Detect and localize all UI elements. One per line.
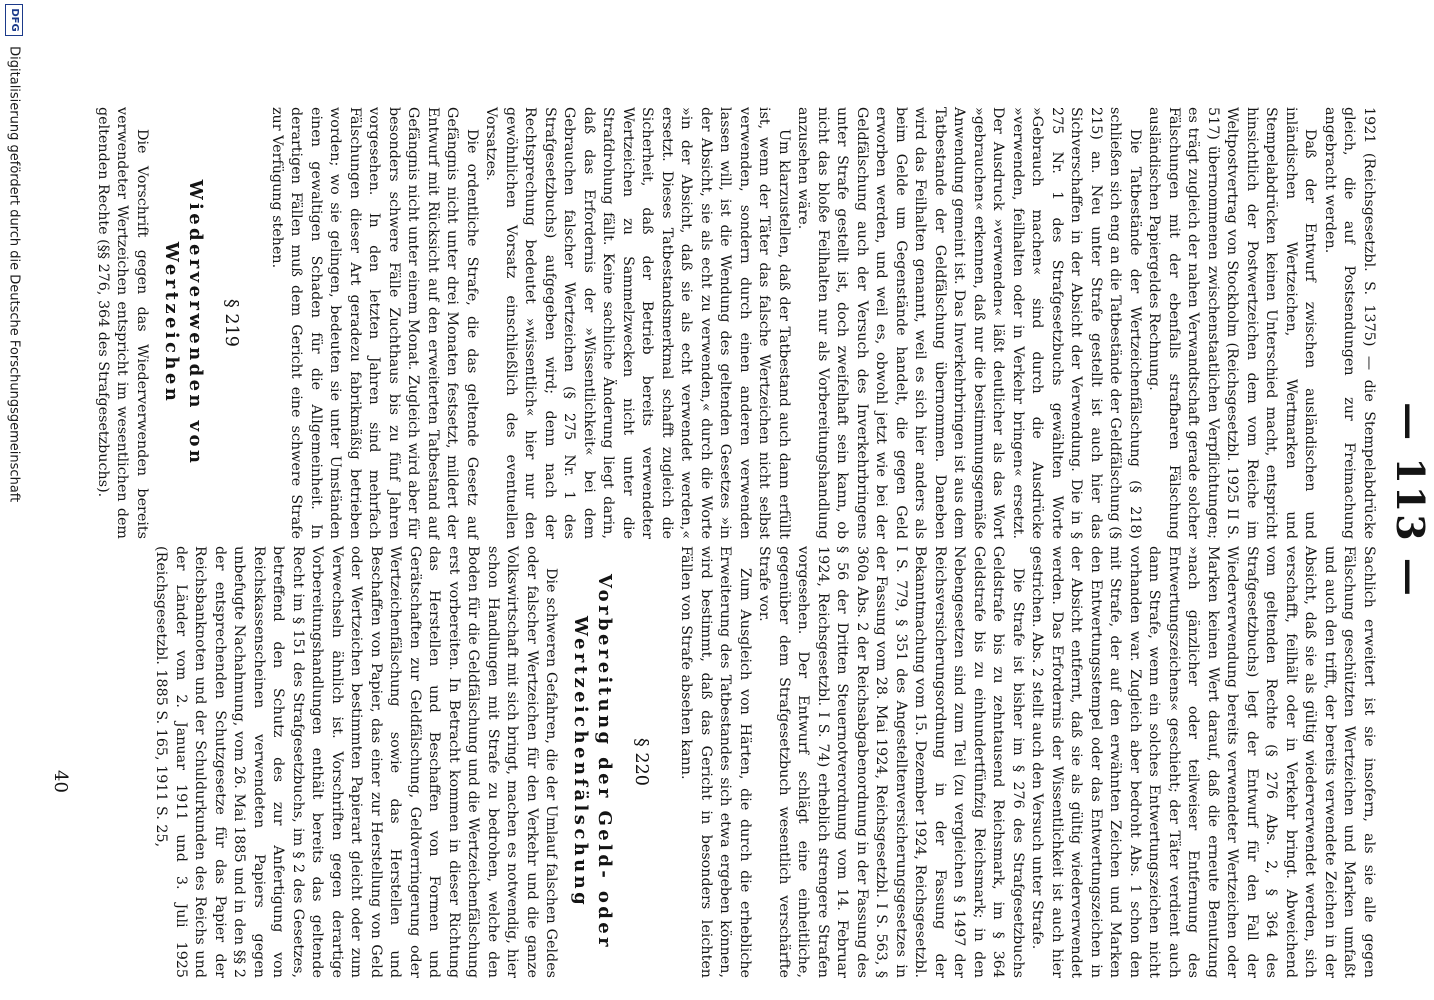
paragraph: Die schweren Gefahren, die der Umlauf falschen Geldes oder falscher Wertzeichen für den Verkehr und die ganze Volkswirtschaft mit sich bringt, machen es notwendig, hier schon Handlungen mit Strafe zu bedrohen, welche den Boden für die Geldfälschung und die Wertzeichenfälschung erst vorbereiten. In Betracht kommen in dieser Richtung das Herstellen und Beschaffen von Formen und Gerätschaften zur Geldfälschung, Geldverringerung oder Wertzeichenfälschung sowie das Herstellen und Beschaffen von Papier, das einer zur Herstellung von Geld oder Wertzeichen bestimmten Papierart gleicht oder zum Verwechseln ähnlich ist. Vorschriften gegen derartige Vorbereitungshandlungen enthält bereits das geltende Recht im § 151 des Strafgesetzbuchs, im § 2 des Gesetzes, betreffend den Schutz des zur Anfertigung von Reichskassenscheinen verwendeten Papiers gegen unbefugte Nachahmung, vom 26. Mai 1885 und in den §§ 2 der entsprechenden Schutzgesetze für das Papier der Reichsbanknoten und der Schuldurkunden des Reichs und der Länder vom 2. Januar 1911 und 3. Juli 1925 (Reichsgesetzbl. 1885 S. 165, 1911 S. 25,	[153, 546, 560, 978]
paragraph: Die ordentliche Strafe, die das geltende Gesetz auf Gefängnis nicht unter drei Monaten festsetzt, mildert der Entwurf mit Rücksicht auf den erweiterten Tatbestand auf Gefängnis nicht unter einem Monat. Zugleich wird aber für besonders schwere Fälle Zuchthaus bis zu fünf Jahren vorgesehen. In den letzten Jahren sind mehrfach Fälschungen dieser Art geradezu fabrikmäßig betrieben worden; wo sie gelingen, bedeuten sie unter Umständen einen gewaltigen Schaden für die Allgemeinheit. In derartigen Fällen muß dem Gericht eine schwere Strafe zur Verfügung stehen.	[269, 107, 480, 539]
paragraph: Die Vorschrift gegen das Wiederverwenden bereits verwendeter Wertzeichen entspricht im wesentlichen dem geltenden Rechte (§§ 276, 364 des Strafgesetzbuchs).	[95, 107, 150, 539]
section-title: Vorbereitung der Geld- oder Wertzeichenfälschung	[570, 573, 616, 951]
paragraph: Um klarzustellen, daß der Tatbestand auch dann erfüllt ist, wenn der Täter das falsche Wertzeichen nicht selbst verwenden, sondern durch einen anderen verwenden lassen will, ist die Wendung des geltenden Gesetzes »in der Absicht, sie als echt zu verwenden,« durch die Worte »in der Absicht, daß sie als echt verwendet werden,« ersetzt. Dieses Tatbestandsmerkmal schafft zugleich die Sicherheit, daß der Betrieb bereits verwendeter Wertzeichen zu Sammelzwecken nicht unter die Strafdrohung fällt. Keine sachliche Änderung liegt darin, daß das Erfordernis der »Wissentlichkeit« bei dem Gebrauchen falscher Wertzeichen (§ 275 Nr. 1 des Strafgesetzbuchs) aufgegeben wird; denn nach der Rechtsprechung bedeutet »wissentlich« hier nur den gewöhnlichen Vorsatz einschließlich des eventuellen Vorsatzes.	[483, 107, 792, 539]
page-header	[1373, 0, 1433, 1000]
right-column	[151, 546, 1378, 978]
dfg-logo-icon: DFG	[5, 4, 23, 36]
footer-text: Digitalisierung gefördert durch die Deutsche Forschungsgemeinschaft	[6, 46, 22, 503]
section-title: Wiederverwenden von Wertzeichen	[161, 179, 206, 467]
section-number: § 219	[221, 299, 242, 347]
paragraph: Sachlich erweitert ist sie insofern, als sie alle gegen Fälschung geschützten Wertzeichen und Marken umfaßt und auch den trifft, der bereits verwendete Zeichen in der Absicht, daß sie als gültig wiederverwendet werden, sich verschafft, feilhält oder in Verkehr bringt. Abweichend vom geltenden Rechte (§ 276 Abs. 2, § 364 des Strafgesetzbuchs) legt der Entwurf für den Fall der Wiederverwendung bereits verwendeter Wertzeichen oder Marken keinen Wert darauf, daß die erneute Benutzung »nach gänzlicher oder teilweiser Entfernung des Entwertungszeichens« geschieht; der Täter verdient auch dann Strafe, wenn ein solches Entwertungszeichen nicht vorhanden war. Zugleich aber bedroht Abs. 1 schon den mit Strafe, der auf den erwähnten Zeichen und Marken den Entwertungsstempel oder das Entwertungszeichen in der Absicht entfernt, daß sie als gültig wiederverwendet werden. Das Erfordernis der Wissentlichkeit ist auch hier gestrichen. Abs. 2 stellt auch den Versuch unter Strafe.	[1029, 546, 1377, 978]
page-number: — 113 —	[1388, 402, 1433, 598]
paragraph: 1921 (Reichsgesetzbl. S. 1375) — die Stempelabdrücke gleich, die auf Postsendungen zur Freimachung angebracht werden.	[1322, 107, 1377, 539]
digitization-footer	[1, 0, 23, 1000]
paragraph: Daß der Entwurf zwischen ausländischen und inländischen Wertzeichen, Wertmarken und Stempelabdrücken keinen Unterschied macht, entspricht hinsichtlich der Postwertzeichen dem vom Reiche im Weltpostvertrag von Stockholm (Reichsgesetzbl. 1925 II S. 517) übernommenen zwischenstaatlichen Verpflichtungen; es trägt zugleich der nahen Verwandtschaft gerade solcher Fälschungen mit der ebenfalls strafbaren Fälschung ausländischen Papiergeldes Rechnung.	[1146, 107, 1319, 539]
left-column	[93, 107, 1379, 539]
section-number: § 220	[631, 738, 651, 786]
paragraph: Die Tatbestände der Wertzeichenfälschung (§ 218) schließen sich eng an die Tatbestände der Geldfälschung (§ 215) an. Neu unter Strafe gestellt ist auch hier das Sichverschaffen in der Absicht der Verwendung. Die in § 275 Nr. 1 des Strafgesetzbuchs gewählten Worte »Gebrauch machen« sind durch die Ausdrücke »verwenden, feilhalten oder in Verkehr bringen« ersetzt. Der Ausdruck »verwenden« läßt deutlicher als das Wort »gebrauchen« erkennen, daß nur die bestimmungsgemäße Anwendung gemeint ist. Das Inverkehrbringen ist aus dem Tatbestande der Geldfälschung übernommen. Daneben wird das Feilhalten genannt, weil es sich hier anders als beim Gelde um Gegenstände handelt, die gegen Geld erworben werden, und weil es, obwohl jetzt wie bei der Geldfälschung auch der Versuch des Inverkehrbringens unter Strafe gestellt ist, doch zweifelhaft sein kann, ob nicht das bloße Feilhalten nur als Vorbereitungshandlung anzusehen wäre.	[795, 107, 1143, 539]
paragraph: Zum Ausgleich von Härten, die durch die erhebliche Erweiterung des Tatbestandes sich etwa ergeben können, wird bestimmt, daß das Gericht in besonders leichten Fällen von Strafe absehen kann.	[678, 546, 753, 978]
folio-number: 40	[50, 770, 71, 793]
paragraph: Die Strafe ist bisher im § 276 des Strafgesetzbuchs Geldstrafe bis zu zehntausend Reichsmark, im § 364 Geldstrafe bis zu einhundertfünfzig Reichsmark; in den Nebengesetzen sind zum Teil (zu vergleichen § 1497 der Reichsversicherungsordnung in der Fassung der Bekanntmachung vom 15. Dezember 1924, Reichsgesetzbl. I S. 779, § 351 des Angestelltenversicherungsgesetzes in der Fassung vom 28. Mai 1924, Reichsgesetzbl. I S. 563, § 360a Abs. 2 der Reichsabgabenordnung in der Fassung des § 56 der Dritten Steuernotverordnung vom 14. Februar 1924, Reichsgesetzbl. I S. 74) erheblich strengere Strafen vorgesehen. Der Entwurf schlägt eine einheitliche, gegenüber dem Strafgesetzbuch wesentlich verschärfte Strafe vor.	[756, 546, 1026, 978]
